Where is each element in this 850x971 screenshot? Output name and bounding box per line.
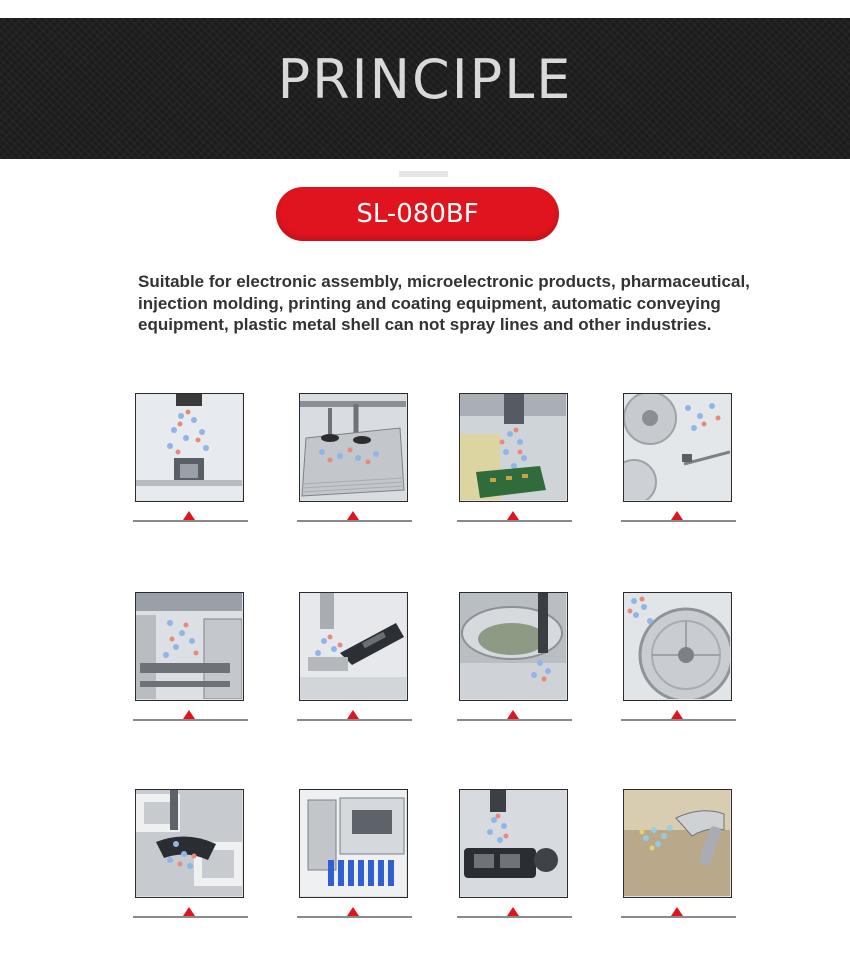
model-badge: SL-080BF — [276, 187, 559, 241]
divider — [457, 520, 572, 522]
ionizer-over-machine-frame-illustration — [135, 789, 244, 898]
divider — [297, 719, 412, 721]
pointer-triangle-icon — [507, 511, 519, 520]
divider — [457, 916, 572, 918]
divider — [621, 520, 736, 522]
banner-title: PRINCIPLE — [277, 48, 573, 111]
pointer-triangle-icon — [507, 710, 519, 719]
ionizer-over-component-illustration — [135, 393, 244, 502]
divider — [297, 916, 412, 918]
divider — [457, 719, 572, 721]
divider — [621, 719, 736, 721]
pointer-triangle-icon — [347, 511, 359, 520]
vacuum-suction-over-sheets-illustration — [299, 393, 408, 502]
banner-tab-marker — [399, 171, 448, 177]
ionizer-over-reel-illustration — [623, 393, 732, 502]
divider — [297, 520, 412, 522]
pointer-triangle-icon — [347, 710, 359, 719]
pointer-triangle-icon — [347, 907, 359, 916]
ion-gun-spray-illustration — [623, 789, 732, 898]
pointer-triangle-icon — [183, 907, 195, 916]
ionizer-over-production-machine-illustration — [299, 789, 408, 898]
ion-gun-over-part-illustration — [299, 592, 408, 701]
pointer-triangle-icon — [671, 907, 683, 916]
principle-banner — [0, 18, 850, 159]
divider — [133, 719, 248, 721]
ionizer-over-film-roll-illustration — [459, 592, 568, 701]
pointer-triangle-icon — [183, 710, 195, 719]
pointer-triangle-icon — [183, 511, 195, 520]
pointer-triangle-icon — [671, 710, 683, 719]
divider — [133, 520, 248, 522]
pointer-triangle-icon — [507, 907, 519, 916]
divider — [621, 916, 736, 918]
ionizer-over-circuit-board-illustration — [459, 393, 568, 502]
pointer-triangle-icon — [671, 511, 683, 520]
divider — [133, 916, 248, 918]
application-description: Suitable for electronic assembly, microelectronic products, pharmaceutical, injection molding, printing and coating equipment, automatic conveying equipment, plastic metal shell can not spray lines and other industries. — [138, 272, 750, 334]
ionizer-over-conveyor-frame-illustration — [135, 592, 244, 701]
ionizer-over-device-illustration — [459, 789, 568, 898]
ionizer-over-wheel-illustration — [623, 592, 732, 701]
